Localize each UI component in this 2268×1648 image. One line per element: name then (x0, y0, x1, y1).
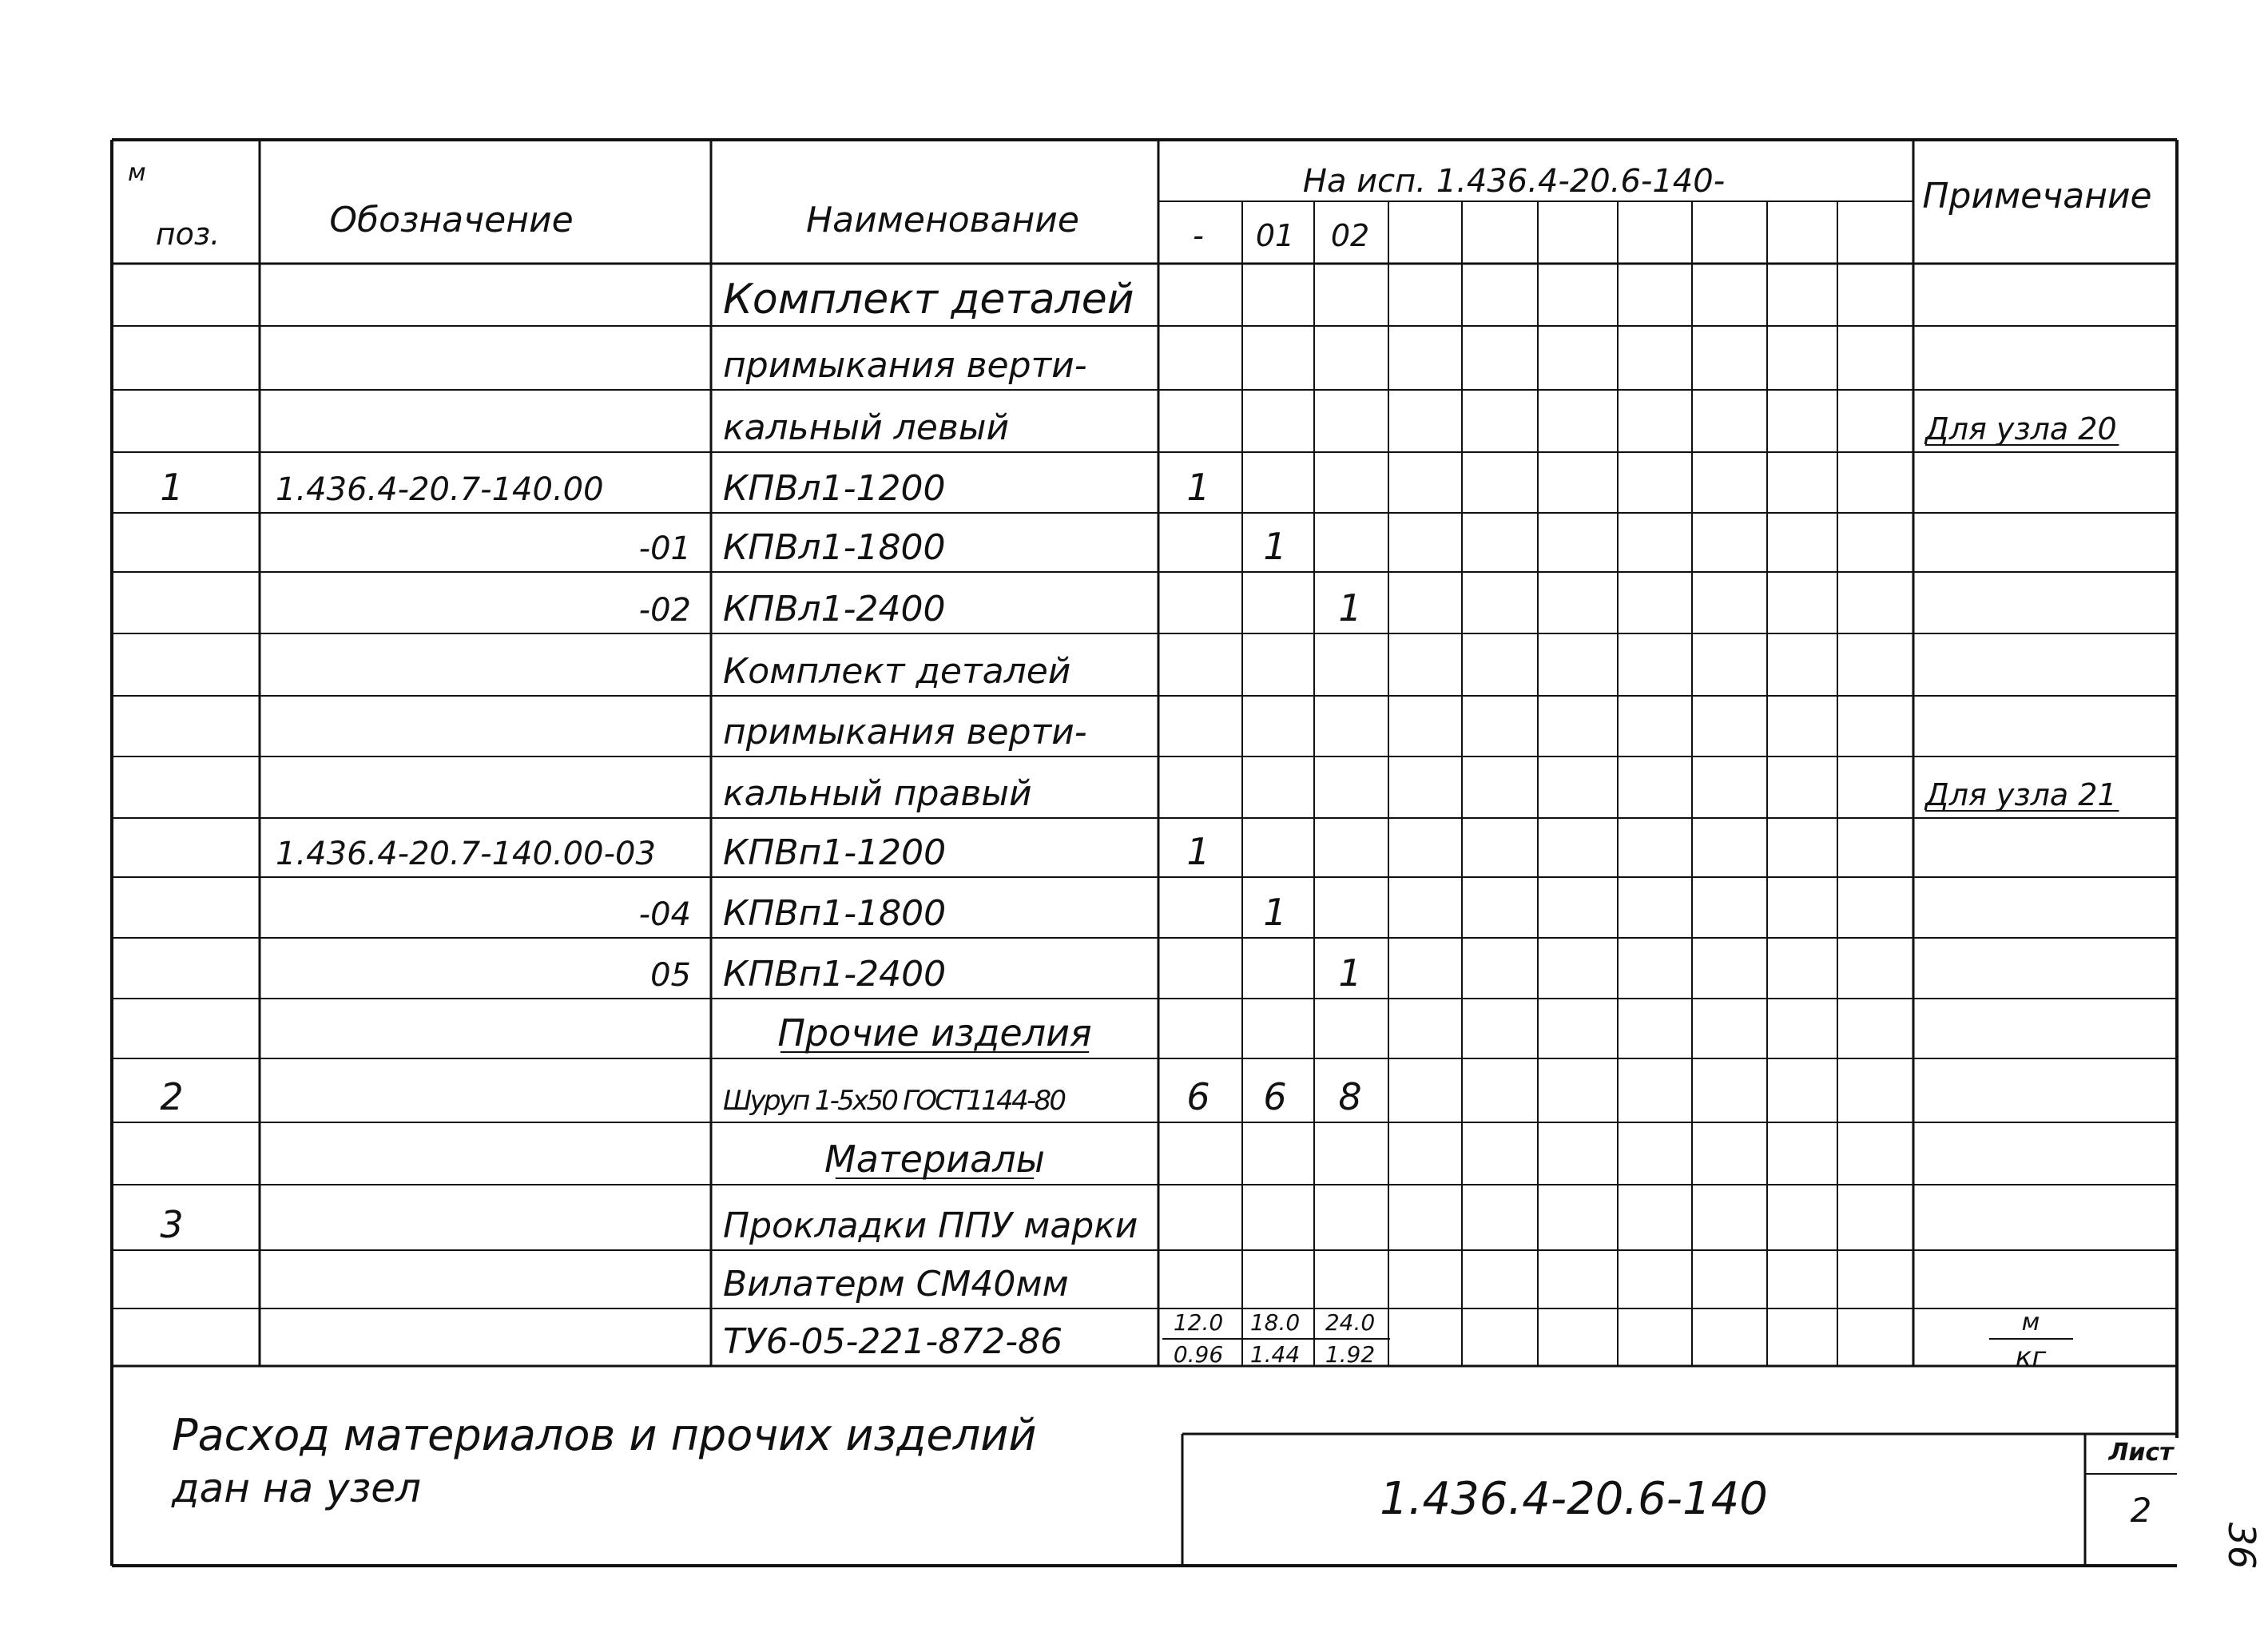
row-designation: 05 (650, 957, 691, 994)
pos-mark: м (128, 159, 146, 187)
table-row (723, 345, 1087, 386)
row-quantity: 1 (1338, 951, 1362, 995)
fraction-note-top: м (2021, 1308, 2040, 1336)
table-row (160, 1075, 1361, 1118)
variant-col-header-1: - (1193, 218, 1204, 253)
row-position: 1 (160, 466, 184, 509)
row-quantity: 6 (1263, 1075, 1287, 1118)
sheet-number: 2 (2130, 1491, 2152, 1530)
caption-line-1: Расход материалов и прочих изделий (172, 1410, 1037, 1460)
table-row (723, 651, 1070, 692)
table-row (723, 407, 2119, 448)
row-designation: -02 (638, 592, 691, 629)
row-quantity: 1 (1338, 586, 1362, 629)
row-name: Материалы (824, 1138, 1045, 1181)
page-number: 36 (2220, 1522, 2263, 1570)
row-name: ТУ6-05-221-872-86 (723, 1321, 1063, 1362)
table-row (650, 951, 1362, 995)
table-row (723, 773, 2119, 814)
row-name: КПВл1-1800 (723, 527, 946, 568)
variant-col-header-2: 01 (1255, 218, 1295, 253)
row-name: КПВл1-2400 (723, 589, 946, 629)
fraction-q2-bottom: 1.44 (1249, 1341, 1301, 1368)
table-row (639, 586, 1362, 629)
row-name: примыкания верти- (723, 345, 1087, 386)
sheet-label: Лист (2108, 1439, 2174, 1467)
row-name: КПВп1-2400 (723, 954, 947, 995)
fraction-q2-top: 18.0 (1249, 1309, 1301, 1336)
row-name: КПВл1-1200 (723, 468, 946, 509)
table-row (723, 1321, 1063, 1362)
row-quantity: 1 (1263, 525, 1287, 568)
row-position: 2 (160, 1075, 184, 1118)
fraction-q3-top: 24.0 (1325, 1309, 1376, 1336)
row-designation: 1.436.4-20.7-140.00 (276, 471, 604, 508)
table-row (824, 1138, 1045, 1181)
row-note: Для узла 21 (1925, 777, 2117, 812)
fraction-note-bottom: кг (2015, 1341, 2047, 1373)
fraction-q3-bottom: 1.92 (1325, 1341, 1376, 1368)
table-row (723, 276, 1134, 324)
pos-header: поз. (155, 216, 220, 252)
row-name: Шуруп 1-5х50 ГОСТ1144-80 (723, 1085, 1066, 1117)
table-row (639, 891, 1287, 934)
table-row (723, 712, 1087, 753)
row-name: Комплект деталей (723, 276, 1134, 324)
row-quantity: 8 (1338, 1075, 1362, 1118)
table-row (276, 830, 1210, 873)
table-row (160, 466, 1209, 509)
row-quantity: 1 (1186, 466, 1210, 509)
row-note: Для узла 20 (1925, 411, 2117, 447)
name-header: Наименование (806, 200, 1079, 240)
material-fractions (1174, 1308, 2048, 1373)
caption-line-2: дан на узел (172, 1465, 421, 1511)
table-row (639, 525, 1287, 568)
row-name: кальный правый (723, 773, 1032, 814)
row-quantity: 1 (1186, 830, 1210, 873)
fraction-q1-top: 12.0 (1173, 1309, 1224, 1336)
row-quantity: 6 (1186, 1075, 1210, 1118)
row-name: КПВп1-1800 (723, 893, 947, 934)
row-name: Прокладки ППУ марки (723, 1205, 1138, 1246)
row-name: кальный левый (723, 407, 1010, 448)
row-designation: -04 (638, 896, 691, 933)
row-name: Прочие изделия (777, 1011, 1092, 1054)
variant-col-header-3: 02 (1330, 218, 1370, 253)
row-name: Вилатерм СМ40мм (723, 1264, 1069, 1305)
note-header: Примечание (1922, 176, 2152, 216)
designation-header: Обозначение (329, 200, 574, 240)
fraction-q1-bottom: 0.96 (1173, 1341, 1224, 1368)
row-name: Комплект деталей (723, 651, 1071, 692)
row-name: КПВп1-1200 (723, 832, 947, 873)
row-name: примыкания верти- (723, 712, 1087, 753)
table-row (777, 1011, 1091, 1054)
document-code: 1.436.4-20.6-140 (1380, 1473, 1768, 1525)
table-row (160, 1203, 1138, 1246)
row-designation: 1.436.4-20.7-140.00-03 (276, 836, 656, 872)
variant-group-header: На исп. 1.436.4-20.6-140- (1302, 163, 1726, 200)
table-row (723, 1264, 1069, 1305)
table-header (128, 159, 2152, 253)
row-quantity: 1 (1263, 891, 1287, 934)
row-position: 3 (160, 1203, 184, 1246)
row-designation: -01 (638, 530, 691, 567)
